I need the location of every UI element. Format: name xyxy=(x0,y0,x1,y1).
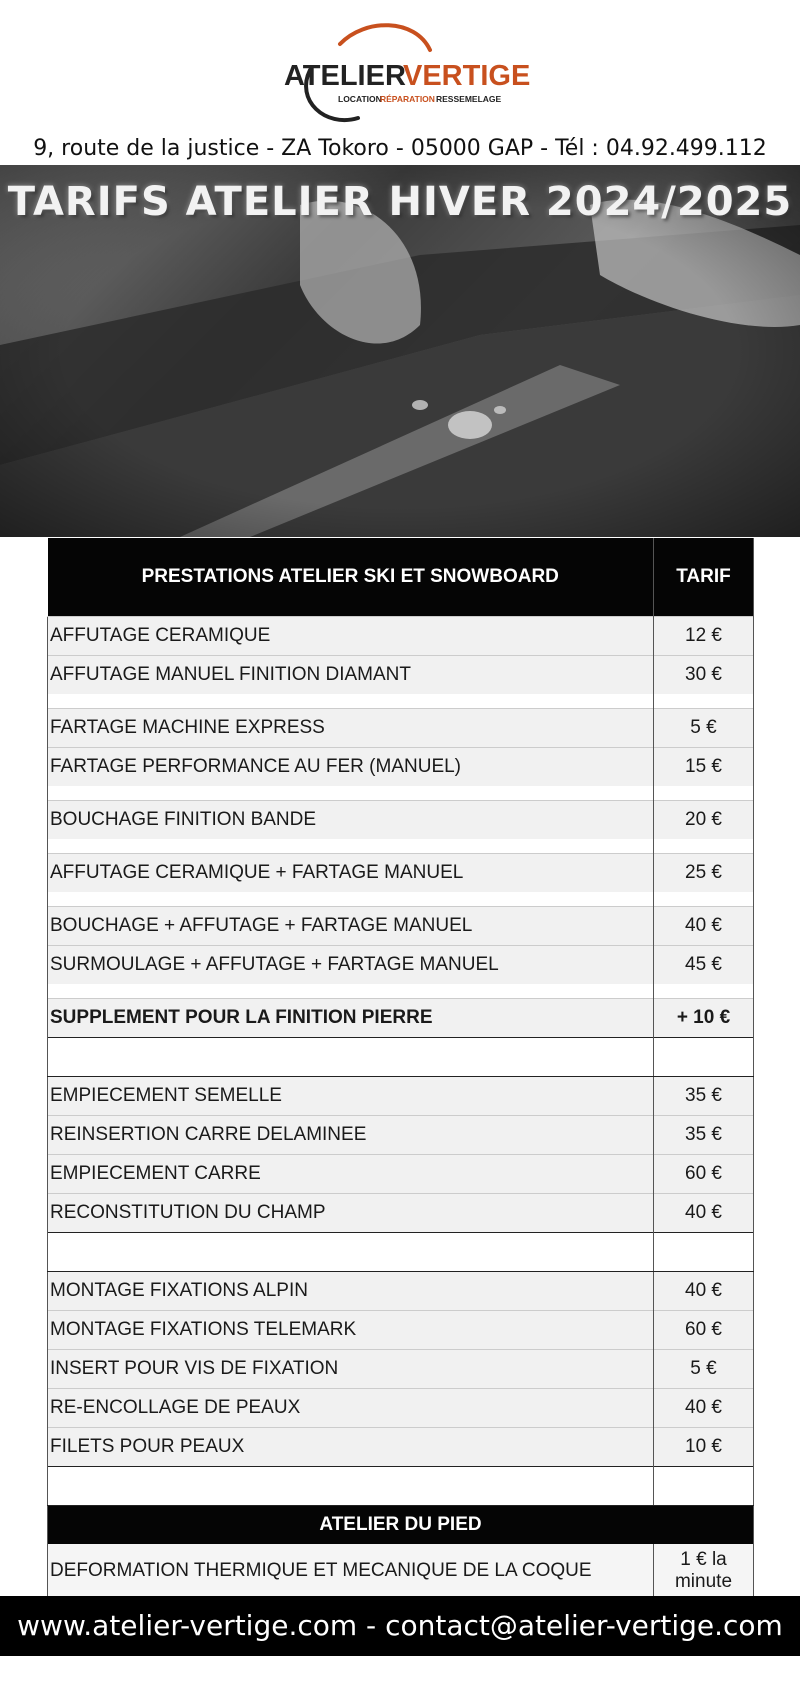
service-price xyxy=(654,1544,754,1598)
service-price: 30 € xyxy=(654,656,754,695)
service-name: AFFUTAGE CERAMIQUE + FARTAGE MANUEL xyxy=(48,854,654,893)
table-row xyxy=(48,1155,754,1194)
service-name: EMPIECEMENT CARRE xyxy=(48,1155,654,1194)
service-name: AFFUTAGE MANUEL FINITION DIAMANT xyxy=(48,656,654,695)
service-name: FARTAGE PERFORMANCE AU FER (MANUEL) xyxy=(48,748,654,787)
table-row xyxy=(48,1077,754,1116)
table-row xyxy=(48,1194,754,1233)
logo-tagline-location: LOCATION xyxy=(338,94,382,104)
service-price: 40 € xyxy=(654,907,754,946)
service-name: DEFORMATION THERMIQUE ET MECANIQUE DE LA COQUE xyxy=(48,1544,654,1598)
atelier-vertige-logo xyxy=(270,10,540,135)
section-title: ATELIER DU PIED xyxy=(48,1506,754,1545)
table-row xyxy=(48,854,754,893)
column-header-service: PRESTATIONS ATELIER SKI ET SNOWBOARD xyxy=(48,538,654,617)
supplement-name: SUPPLEMENT POUR LA FINITION PIERRE xyxy=(48,999,654,1038)
service-price: 35 € xyxy=(654,1116,754,1155)
service-name: SURMOULAGE + AFFUTAGE + FARTAGE MANUEL xyxy=(48,946,654,985)
table-row xyxy=(48,1350,754,1389)
supplement-price: + 10 € xyxy=(654,999,754,1038)
hero-banner xyxy=(0,165,800,537)
price-line-2: minute xyxy=(674,1571,733,1592)
service-name: INSERT POUR VIS DE FIXATION xyxy=(48,1350,654,1389)
price-line-1: 1 € la xyxy=(680,1549,727,1570)
table-row xyxy=(48,946,754,985)
table-row xyxy=(48,1389,754,1428)
table-row xyxy=(48,801,754,840)
service-price: 12 € xyxy=(654,617,754,656)
table-row xyxy=(48,907,754,946)
service-price: 25 € xyxy=(654,854,754,893)
shop-address: 9, route de la justice - ZA Tokoro - 05000 GAP - Tél : 04.92.499.112 xyxy=(33,136,767,161)
service-name: REINSERTION CARRE DELAMINEE xyxy=(48,1116,654,1155)
table-row-supplement xyxy=(48,999,754,1038)
table-row xyxy=(48,1544,754,1598)
service-price: 60 € xyxy=(654,1311,754,1350)
table-row xyxy=(48,1311,754,1350)
service-price: 45 € xyxy=(654,946,754,985)
service-name: AFFUTAGE CERAMIQUE xyxy=(48,617,654,656)
column-header-price: TARIF xyxy=(654,538,754,617)
service-name: FILETS POUR PEAUX xyxy=(48,1428,654,1467)
page-title: TARIFS ATELIER HIVER 2024/2025 xyxy=(7,179,793,225)
logo-text-vertige: VERTIGE xyxy=(403,60,531,92)
table-row xyxy=(48,748,754,787)
service-name: FARTAGE MACHINE EXPRESS xyxy=(48,709,654,748)
service-name: RE-ENCOLLAGE DE PEAUX xyxy=(48,1389,654,1428)
service-price: 10 € xyxy=(654,1428,754,1467)
price-table xyxy=(47,538,753,1598)
service-price: 15 € xyxy=(654,748,754,787)
service-name: BOUCHAGE FINITION BANDE xyxy=(48,801,654,840)
logo-tagline-ressemelage: RESSEMELAGE xyxy=(436,94,502,104)
table-row xyxy=(48,709,754,748)
logo-text-atelier: ATELIER xyxy=(284,60,406,92)
table-header-row xyxy=(48,538,754,617)
table-row xyxy=(48,1272,754,1311)
service-name: RECONSTITUTION DU CHAMP xyxy=(48,1194,654,1233)
service-price: 35 € xyxy=(654,1077,754,1116)
table-row xyxy=(48,1428,754,1467)
service-price: 60 € xyxy=(654,1155,754,1194)
table-row xyxy=(48,656,754,695)
footer-contact: www.atelier-vertige.com - contact@atelier-vertige.com xyxy=(0,1596,800,1656)
service-name: MONTAGE FIXATIONS TELEMARK xyxy=(48,1311,654,1350)
service-price: 20 € xyxy=(654,801,754,840)
service-name: MONTAGE FIXATIONS ALPIN xyxy=(48,1272,654,1311)
service-price: 40 € xyxy=(654,1389,754,1428)
service-name: BOUCHAGE + AFFUTAGE + FARTAGE MANUEL xyxy=(48,907,654,946)
table-row xyxy=(48,617,754,656)
logo-tagline-reparation: RÉPARATION xyxy=(380,94,435,104)
section-header-atelier-pied xyxy=(48,1506,754,1545)
service-price: 40 € xyxy=(654,1194,754,1233)
service-price: 5 € xyxy=(654,709,754,748)
logo-swoosh-top-icon xyxy=(340,25,430,50)
service-name: EMPIECEMENT SEMELLE xyxy=(48,1077,654,1116)
service-price: 40 € xyxy=(654,1272,754,1311)
service-price: 5 € xyxy=(654,1350,754,1389)
table-row xyxy=(48,1116,754,1155)
